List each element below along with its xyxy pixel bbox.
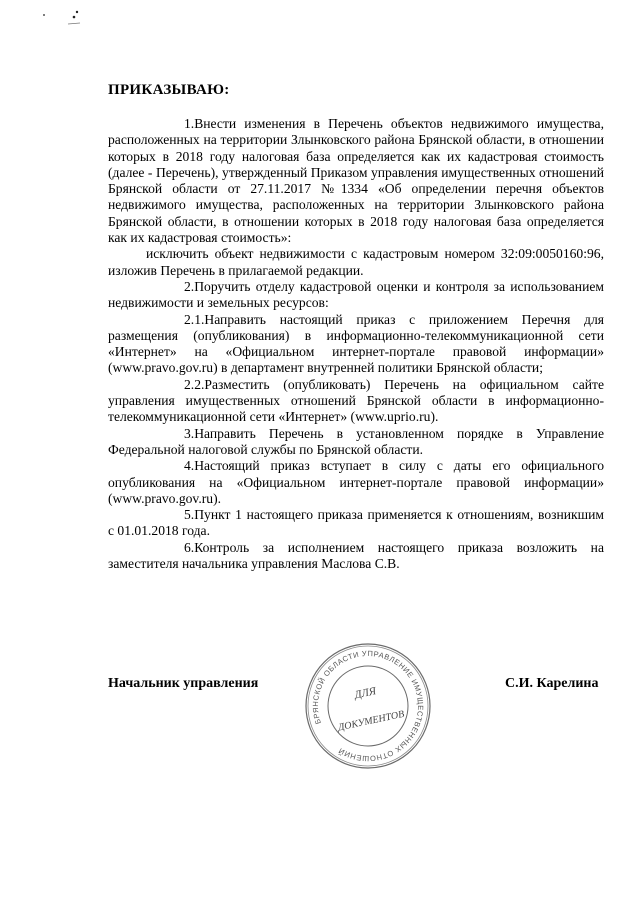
paragraph-4: 4.Настоящий приказ вступает в силу с даты его официального опубликования на «Официальном интернет-портале правовой информации» (www.pravo.gov.ru). xyxy=(108,458,604,506)
paragraph-6: 6.Контроль за исполнением настоящего приказа возложить на заместителя начальника управления Маслова С.В. xyxy=(108,539,604,572)
paragraph-2-1: 2.1.Направить настоящий приказ с приложением Перечня для размещения (опубликования) в информационно-телекоммуникационной сети «Интернет» на «Официальном интернет-портале правовой информации» (www.pravo.gov.ru) в департамент внутренней политики Брянской области; xyxy=(108,311,604,376)
paragraph-2: 2.Поручить отделу кадастровой оценки и контроля за использованием недвижимости и земельных ресурсов: xyxy=(108,278,604,311)
stamp-center-top: ДЛЯ xyxy=(353,685,378,702)
paragraph-1-clause: исключить объект недвижимости с кадастровым номером 32:09:0050160:96, изложив Перечень в прилагаемой редакции. xyxy=(108,246,604,278)
order-body xyxy=(108,116,604,572)
svg-text:БРЯНСКОЙ ОБЛАСТИ УПРАВЛЕНИЕ ИМ xyxy=(302,640,434,772)
stamp-center-bottom: ДОКУМЕНТОВ xyxy=(337,708,406,734)
paragraph-3: 3.Направить Перечень в установленном порядке в Управление Федеральной налоговой службы по Брянской области. xyxy=(108,425,604,457)
paragraph-2-2: 2.2.Разместить (опубликовать) Перечень на официальном сайте управления имущественных отношений Брянской области в информационно-телекоммуникационной сети «Интернет» (www.uprio.ru). xyxy=(108,376,604,425)
official-stamp xyxy=(302,640,434,772)
paragraph-1: 1.Внести изменения в Перечень объектов недвижимого имущества, расположенных на территории Злынковского района Брянской области, в отношении которых в 2018 году налоговая база определяется как их кадастровая стоимость (далее - Перечень), утвержденный Приказом управления имущественных отношений Брянской области от 27.11.2017 №1334 «Об определении перечня объектов недвижимого имущества, расположенных на территории Злынковского района Брянской области, в отношении которых в 2018 году налоговая база определяется как их кадастровая стоимость»: xyxy=(108,116,604,246)
order-heading: ПРИКАЗЫВАЮ: xyxy=(108,82,230,98)
paragraph-5: 5.Пункт 1 настоящего приказа применяется к отношениям, возникшим с 01.01.2018 года. xyxy=(108,507,604,539)
scan-marks xyxy=(40,8,100,28)
stamp-ring-text: БРЯНСКОЙ ОБЛАСТИ УПРАВЛЕНИЕ ИМУЩЕСТВЕННЫХ ОТНОШЕНИЙ xyxy=(310,648,426,764)
signature-position: Начальник управления xyxy=(108,676,259,691)
signature-name: С.И. Карелина xyxy=(505,676,599,691)
